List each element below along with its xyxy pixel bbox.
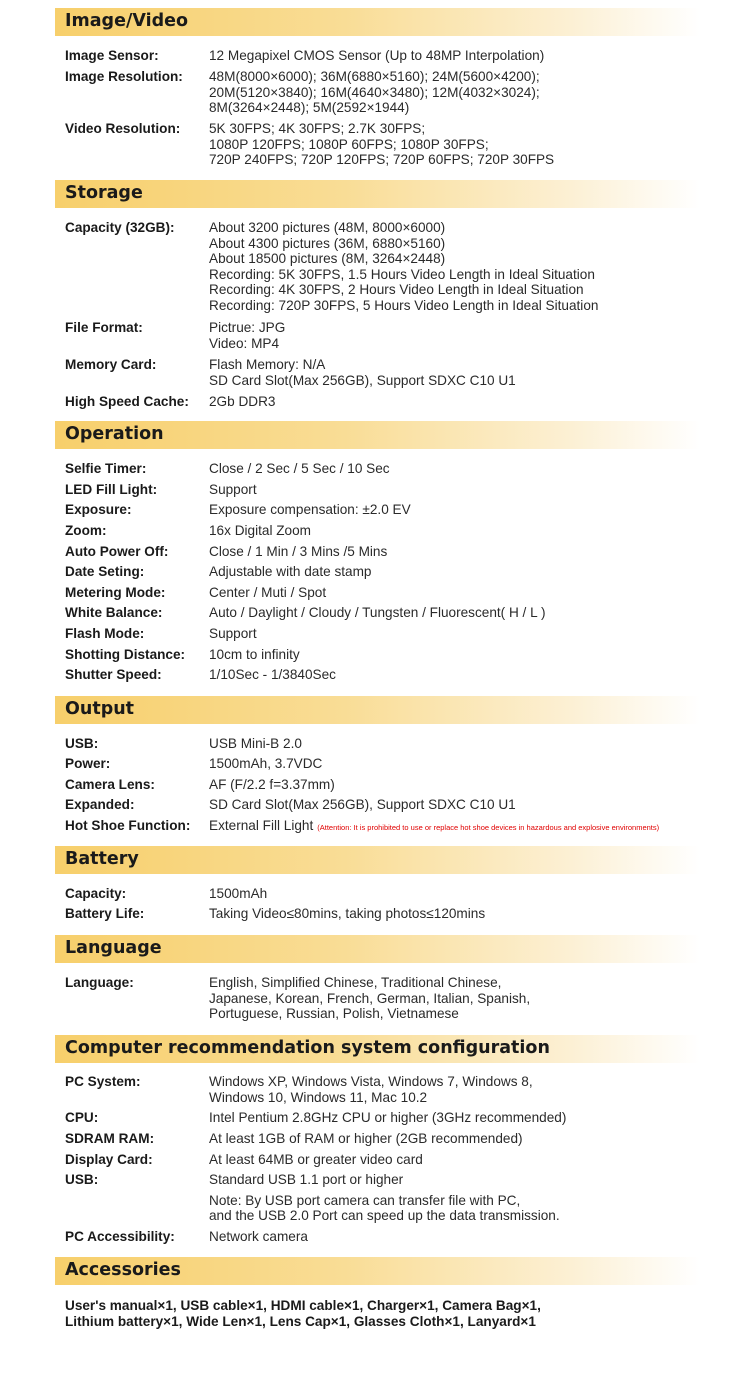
section-title: Battery [65, 849, 139, 869]
spec-label: USB: [65, 1172, 99, 1187]
spec-label: Date Seting: [65, 564, 145, 579]
spec-line: 10cm to infinity [209, 647, 300, 662]
spec-label: Zoom: [65, 523, 107, 538]
spec-value [209, 777, 335, 793]
spec-value [209, 605, 545, 621]
spec-line: 720P 240FPS; 720P 120FPS; 720P 60FPS; 720P 30FPS [209, 152, 555, 167]
section-title: Operation [65, 424, 164, 444]
spec-line: Flash Memory: N/A [209, 357, 326, 372]
spec-value [209, 1229, 308, 1245]
spec-value [209, 320, 285, 351]
spec-line: Close / 2 Sec / 5 Sec / 10 Sec [209, 461, 390, 476]
spec-label: Auto Power Off: [65, 544, 169, 559]
section-title: Accessories [65, 1260, 181, 1280]
spec-label: File Format: [65, 320, 143, 335]
spec-value [209, 886, 267, 902]
spec-value [209, 502, 411, 518]
spec-line: Support [209, 482, 257, 497]
spec-label: Hot Shoe Function: [65, 818, 191, 833]
spec-label: Battery Life: [65, 906, 145, 921]
spec-line: Support [209, 626, 257, 641]
spec-label: Display Card: [65, 1152, 153, 1167]
spec-value [209, 1110, 566, 1126]
spec-label: Video Resolution: [65, 121, 181, 136]
spec-line: USB Mini-B 2.0 [209, 736, 302, 751]
spec-line-text: External Fill Light [209, 818, 314, 833]
spec-line: Recording: 4K 30FPS, 2 Hours Video Length in Ideal Situation [209, 282, 584, 297]
spec-value [209, 544, 387, 560]
spec-value [209, 482, 257, 498]
spec-line: Recording: 720P 30FPS, 5 Hours Video Length in Ideal Situation [209, 297, 599, 313]
spec-line: Japanese, Korean, French, German, Italian, Spanish, [209, 990, 531, 1006]
spec-line: Windows XP, Windows Vista, Windows 7, Windows 8, [209, 1074, 533, 1089]
spec-line: 1500mAh, 3.7VDC [209, 756, 323, 771]
spec-value [209, 756, 322, 772]
spec-value [209, 626, 257, 642]
spec-line: Center / Muti / Spot [209, 585, 327, 600]
section-header-language [55, 935, 700, 963]
section-header-accessories [55, 1257, 700, 1285]
spec-line [209, 818, 659, 836]
spec-value [209, 394, 275, 410]
spec-line: Note: By USB port camera can transfer file with PC, [209, 1192, 521, 1208]
spec-value [209, 220, 598, 313]
spec-line: About 18500 pictures (8M, 3264×2448) [209, 251, 446, 266]
spec-value [209, 357, 516, 388]
spec-label: Capacity: [65, 886, 127, 901]
spec-line: Pictrue: JPG [209, 320, 286, 335]
spec-value [209, 1172, 560, 1224]
spec-line: 16x Digital Zoom [209, 523, 311, 538]
spec-label: Exposure: [65, 502, 132, 517]
section-header-computer [55, 1035, 700, 1063]
spec-line: 5K 30FPS; 4K 30FPS; 2.7K 30FPS; [209, 121, 426, 136]
accessories-line: User's manual×1, USB cable×1, HDMI cable×1, Charger×1, Camera Bag×1, [65, 1298, 541, 1313]
spec-line: Exposure compensation: ±2.0 EV [209, 502, 411, 517]
spec-label: Capacity (32GB): [65, 220, 175, 235]
spec-value [209, 121, 554, 168]
accessories-list [65, 1298, 541, 1329]
spec-line: Intel Pentium 2.8GHz CPU or higher (3GHz recommended) [209, 1110, 567, 1125]
spec-label: Image Sensor: [65, 48, 159, 63]
spec-line: 1/10Sec - 1/3840Sec [209, 667, 336, 682]
spec-line: 2Gb DDR3 [209, 394, 276, 409]
spec-line: 1080P 120FPS; 1080P 60FPS; 1080P 30FPS; [209, 136, 489, 152]
spec-value [209, 523, 311, 539]
spec-line: At least 1GB of RAM or higher (2GB recommended) [209, 1131, 523, 1146]
section-header-storage [55, 180, 700, 208]
spec-label: Flash Mode: [65, 626, 145, 641]
spec-label: Memory Card: [65, 357, 157, 372]
spec-value [209, 797, 516, 813]
spec-label: Image Resolution: [65, 69, 183, 84]
spec-label: High Speed Cache: [65, 394, 189, 409]
spec-label: PC System: [65, 1074, 141, 1089]
spec-label: Camera Lens: [65, 777, 155, 792]
spec-value [209, 1074, 533, 1105]
spec-value [209, 585, 326, 601]
spec-value [209, 975, 530, 1022]
spec-value [209, 736, 302, 752]
section-title: Storage [65, 183, 143, 203]
section-header-operation [55, 421, 700, 449]
spec-label: Shutter Speed: [65, 667, 162, 682]
spec-value [209, 647, 300, 663]
spec-value [209, 48, 544, 64]
spec-label: Power: [65, 756, 111, 771]
spec-line: and the USB 2.0 Port can speed up the data transmission. [209, 1208, 560, 1223]
spec-value [209, 906, 485, 922]
spec-line: Taking Video≤80mins, taking photos≤120mins [209, 906, 486, 921]
spec-label: LED Fill Light: [65, 482, 158, 497]
spec-label: PC Accessibility: [65, 1229, 175, 1244]
spec-line: Windows 10, Windows 11, Mac 10.2 [209, 1089, 428, 1105]
spec-line: 20M(5120×3840); 16M(4640×3480); 12M(4032×3024); [209, 84, 540, 100]
spec-line: Standard USB 1.1 port or higher [209, 1172, 404, 1187]
spec-value [209, 667, 336, 683]
spec-label: Language: [65, 975, 134, 990]
spec-line: 1500mAh [209, 886, 268, 901]
spec-value [209, 818, 659, 836]
spec-line: About 3200 pictures (48M, 8000×6000) [209, 220, 446, 235]
spec-label: USB: [65, 736, 99, 751]
section-title: Image/Video [65, 11, 188, 31]
section-title: Computer recommendation system configuration [65, 1038, 550, 1058]
section-title: Output [65, 699, 135, 719]
spec-line: 48M(8000×6000); 36M(6880×5160); 24M(5600×4200); [209, 69, 540, 84]
spec-line: At least 64MB or greater video card [209, 1152, 423, 1167]
spec-value [209, 1131, 523, 1147]
spec-label: Expanded: [65, 797, 135, 812]
spec-line: English, Simplified Chinese, Traditional Chinese, [209, 975, 502, 990]
spec-value [209, 1152, 423, 1168]
warning-note: (Attention: It is prohibited to use or replace hot shoe devices in hazardous and explosive environments) [317, 823, 660, 832]
spec-label: Metering Mode: [65, 585, 166, 600]
section-title: Language [65, 938, 162, 958]
spec-line: Close / 1 Min / 3 Mins /5 Mins [209, 544, 388, 559]
spec-line: SD Card Slot(Max 256GB), Support SDXC C10 U1 [209, 372, 516, 388]
section-header-image-video [55, 8, 700, 36]
spec-line: Video: MP4 [209, 335, 280, 351]
spec-line: Network camera [209, 1229, 308, 1244]
spec-line: AF (F/2.2 f=3.37mm) [209, 777, 335, 792]
spec-line: Portuguese, Russian, Polish, Vietnamese [209, 1006, 459, 1021]
section-header-battery [55, 846, 700, 874]
spec-line: SD Card Slot(Max 256GB), Support SDXC C10 U1 [209, 797, 516, 812]
spec-label: White Balance: [65, 605, 163, 620]
spec-label: CPU: [65, 1110, 99, 1125]
spec-value [209, 461, 390, 477]
spec-line: 12 Megapixel CMOS Sensor (Up to 48MP Interpolation) [209, 48, 545, 63]
accessories-line: Lithium battery×1, Wide Len×1, Lens Cap×1, Glasses Cloth×1, Lanyard×1 [65, 1313, 536, 1329]
spec-line: Auto / Daylight / Cloudy / Tungsten / Fluorescent( H / L ) [209, 605, 546, 620]
spec-value [209, 69, 540, 116]
spec-line: Recording: 5K 30FPS, 1.5 Hours Video Length in Ideal Situation [209, 266, 595, 282]
spec-value [209, 564, 371, 580]
spec-line: Adjustable with date stamp [209, 564, 372, 579]
spec-line: 8M(3264×2448); 5M(2592×1944) [209, 100, 410, 115]
spec-label: SDRAM RAM: [65, 1131, 155, 1146]
spec-label: Shotting Distance: [65, 647, 186, 662]
spec-line: About 4300 pictures (36M, 6880×5160) [209, 235, 446, 251]
spec-label: Selfie Timer: [65, 461, 147, 476]
section-header-output [55, 696, 700, 724]
